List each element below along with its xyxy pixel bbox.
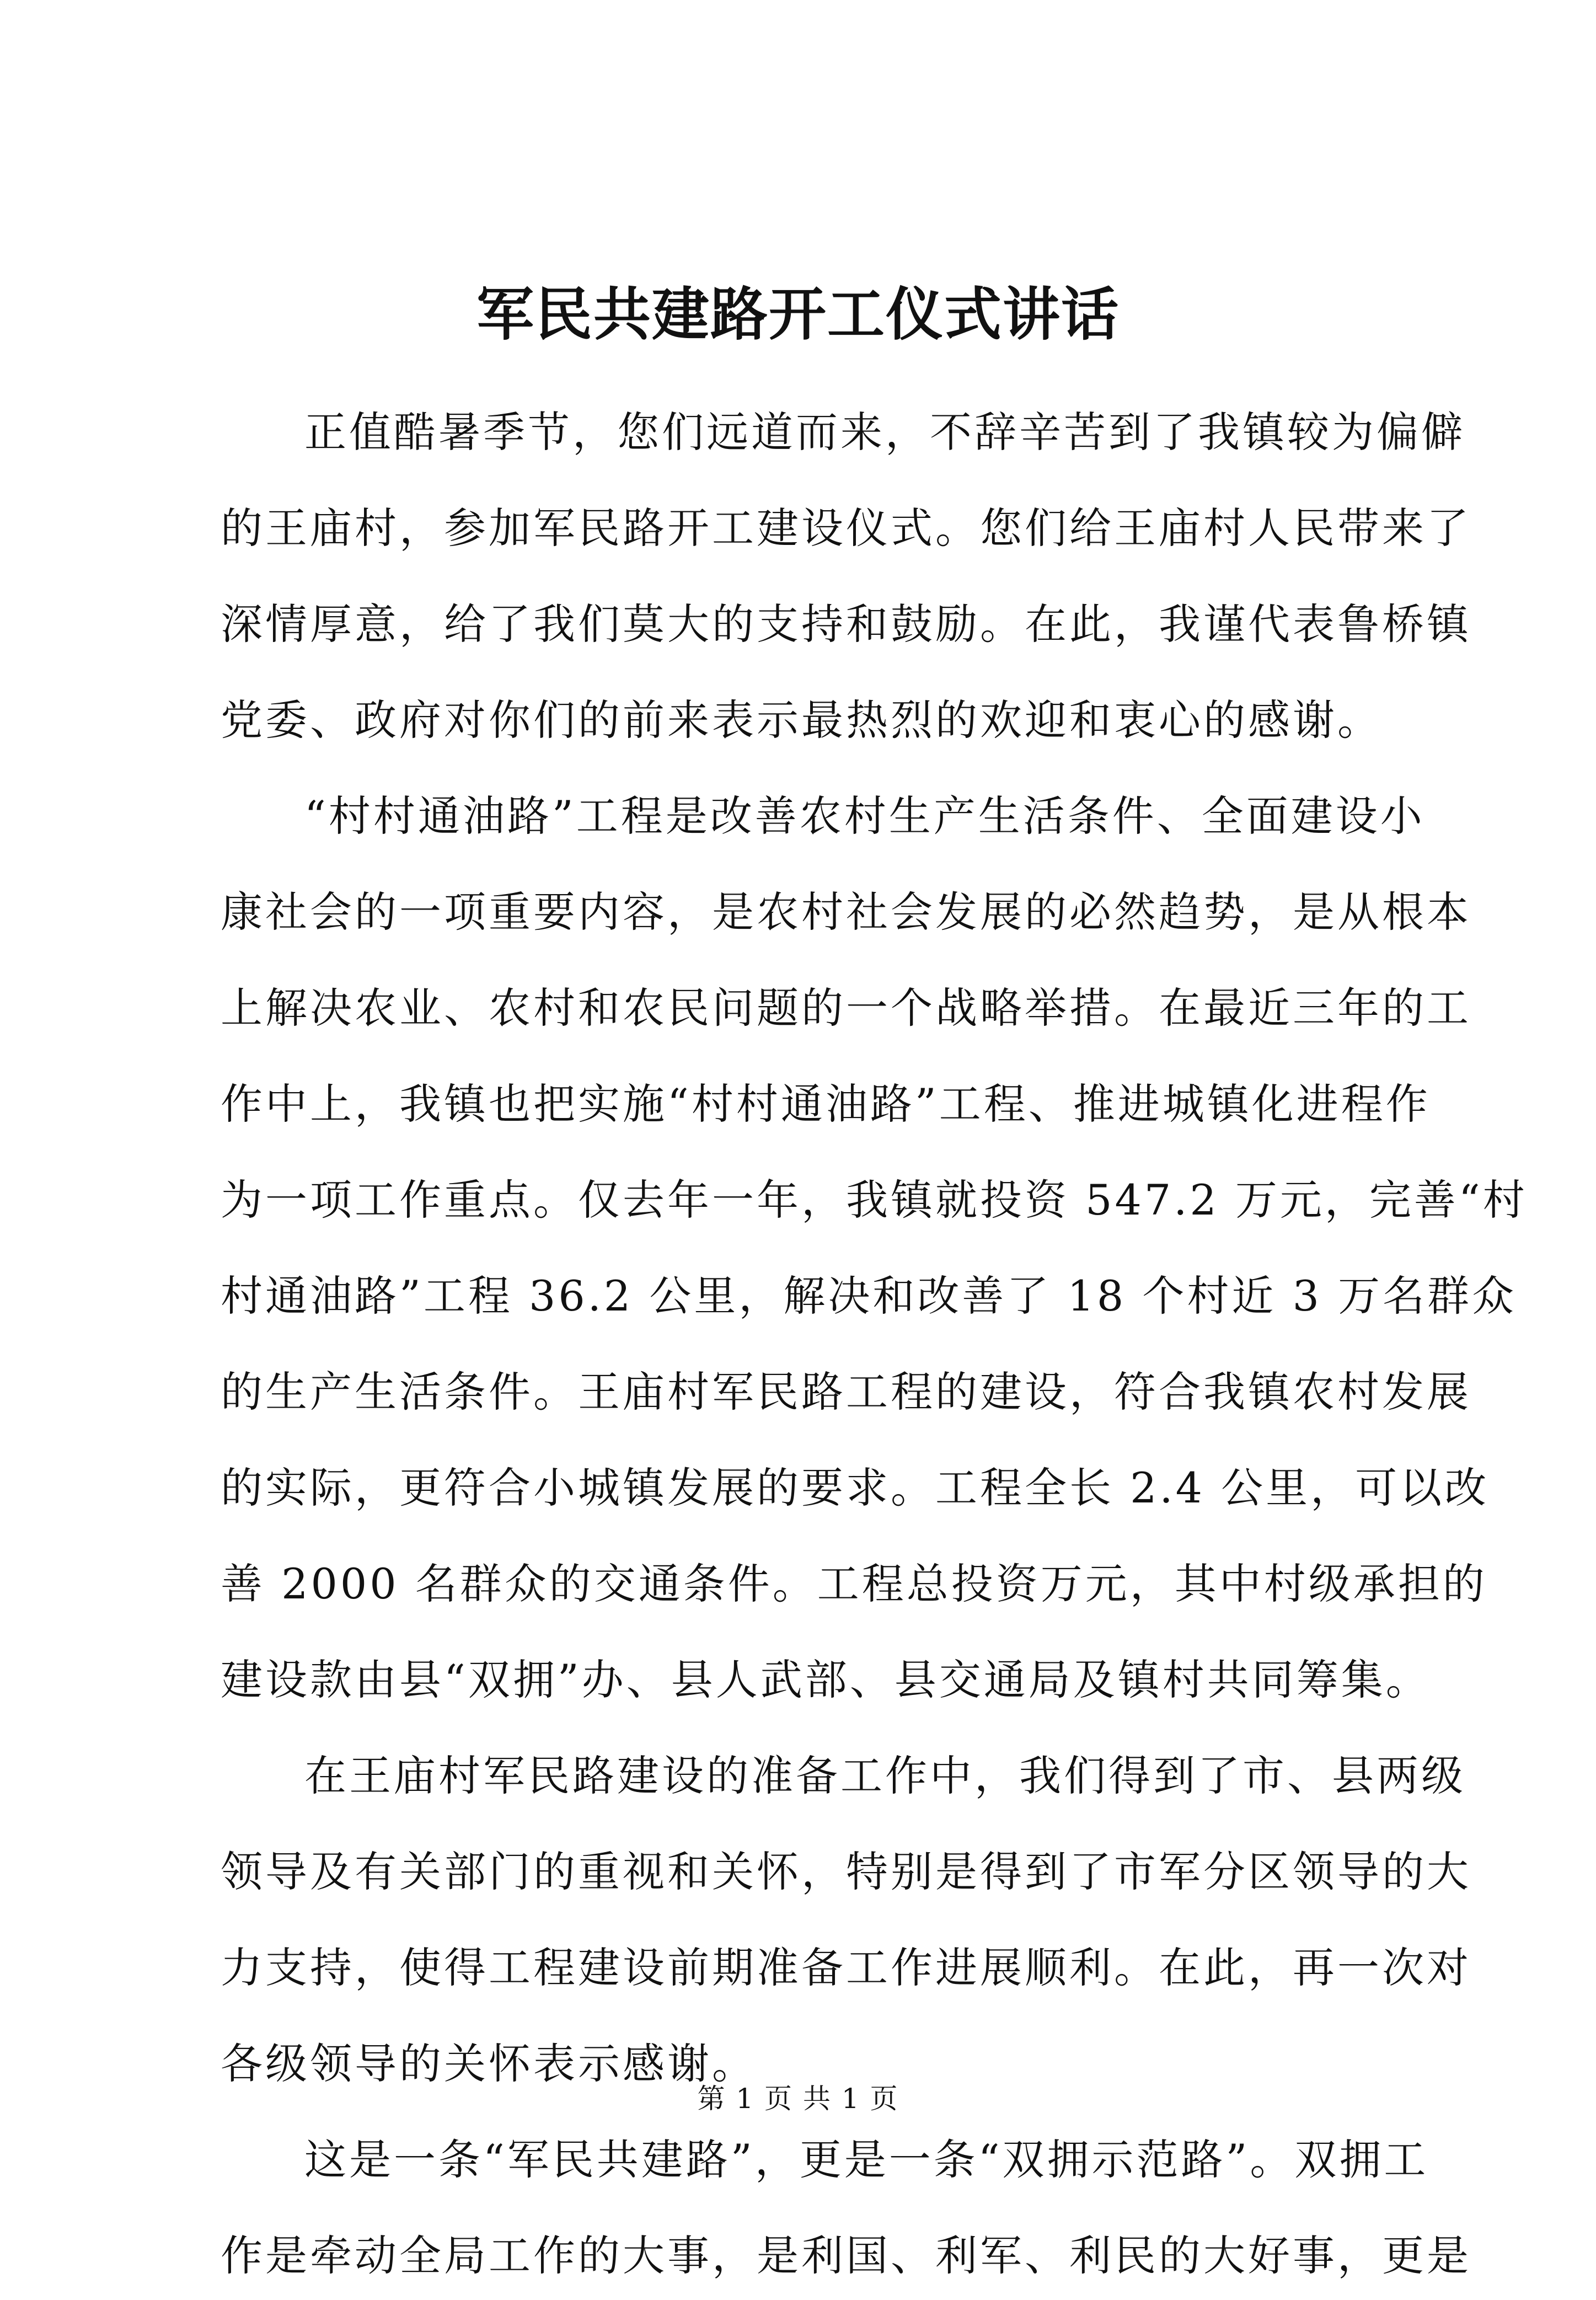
paragraph-1-line-1: 正值酷暑季节，您们远道而来，不辞辛苦到了我镇较为偏僻 xyxy=(304,407,1466,457)
paragraph-2-line-7: 的生产生活条件。王庙村军民路工程的建设，符合我镇农村发展 xyxy=(221,1367,1471,1416)
document-body xyxy=(221,381,1528,2300)
paragraph-2-line-3: 上解决农业、农村和农民问题的一个战略举措。在最近三年的工 xyxy=(221,983,1471,1033)
paragraph-2-line-8: 的实际，更符合小城镇发展的要求。工程全长 2.4 公里，可以改 xyxy=(221,1463,1490,1512)
paragraph-2-line-1: “村村通油路”工程是改善农村生产生活条件、全面建设小 xyxy=(304,791,1425,841)
paragraph-2-line-5: 为一项工作重点。仅去年一年，我镇就投资 547.2 万元，完善“村 xyxy=(221,1175,1528,1224)
paragraph-3-line-1: 在王庙村军民路建设的准备工作中，我们得到了市、县两级 xyxy=(304,1751,1466,1800)
paragraph-1-line-4: 党委、政府对你们的前来表示最热烈的欢迎和衷心的感谢。 xyxy=(221,695,1382,745)
paragraph-2-line-10: 建设款由县“双拥”办、县人武部、县交通局及镇村共同筹集。 xyxy=(221,1655,1431,1704)
paragraph-2-line-6: 村通油路”工程 36.2 公里，解决和改善了 18 个村近 3 万名群众 xyxy=(221,1271,1517,1320)
paragraph-2-line-4: 作中上，我镇也把实施“村村通油路”工程、推进城镇化进程作 xyxy=(221,1079,1431,1128)
paragraph-3-line-2: 领导及有关部门的重视和关怀，特别是得到了市军分区领导的大 xyxy=(221,1847,1471,1896)
document-title: 军民共建路开工仪式讲话 xyxy=(476,280,1120,348)
paragraph-1-line-2: 的王庙村，参加军民路开工建设仪式。您们给王庙村人民带来了 xyxy=(221,503,1471,553)
page-footer: 第 1 页 共 1 页 xyxy=(697,2083,899,2115)
paragraph-4-line-1: 这是一条“军民共建路”，更是一条“双拥示范路”。双拥工 xyxy=(304,2135,1429,2184)
paragraph-3-line-4: 各级领导的关怀表示感谢。 xyxy=(221,2039,757,2088)
paragraph-3-line-3: 力支持，使得工程建设前期准备工作进展顺利。在此，再一次对 xyxy=(221,1943,1471,1992)
paragraph-2-line-9: 善 2000 名群众的交通条件。工程总投资万元，其中村级承担的 xyxy=(221,1559,1487,1608)
paragraph-2-line-2: 康社会的一项重要内容，是农村社会发展的必然趋势，是从根本 xyxy=(221,887,1471,937)
paragraph-4-line-2: 作是牵动全局工作的大事，是利国、利军、利民的大好事，更是 xyxy=(221,2231,1471,2280)
paragraph-1-line-3: 深情厚意，给了我们莫大的支持和鼓励。在此，我谨代表鲁桥镇 xyxy=(221,599,1471,649)
